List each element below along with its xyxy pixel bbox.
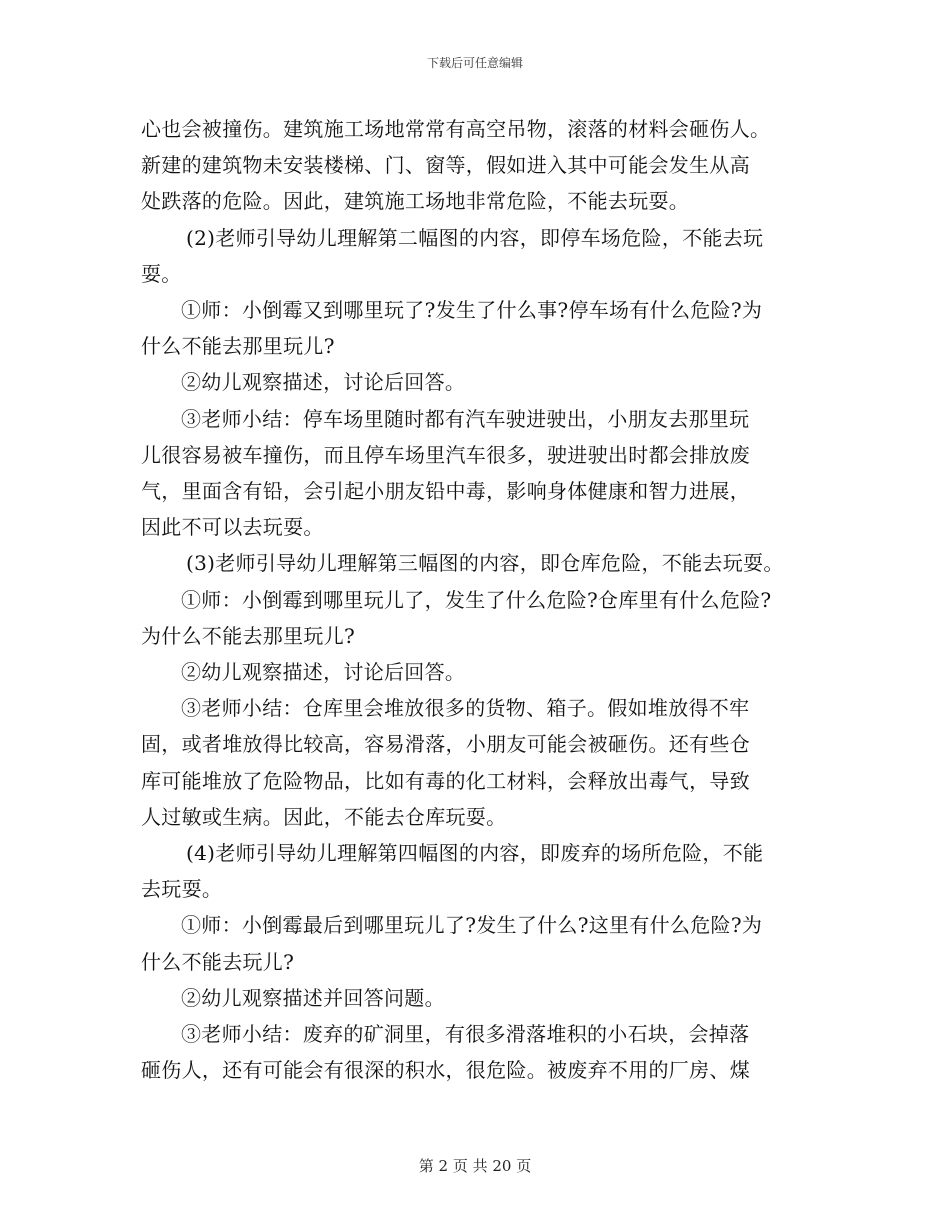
page-number-footer: 第 2 页 共 20 页 (418, 1157, 532, 1175)
paragraph-section-3-observe (141, 654, 831, 690)
paragraph-section-4-heading (141, 835, 831, 907)
paragraph-section-2-observe (141, 364, 831, 400)
text-line: 处跌落的危险。因此，建筑施工场地非常危险，不能去玩耍。 (141, 189, 690, 214)
text-line: 新建的建筑物未安装楼梯、门、窗等，假如进入其中可能会发生从高 (141, 153, 750, 178)
text-line: 因此不可以去玩耍。 (141, 515, 324, 540)
paragraph-section-2-heading (141, 220, 831, 292)
paragraph-section-3-heading (141, 545, 831, 581)
text-line: 砸伤人，还有可能会有很深的积水，很危险。被废弃不用的厂房、煤 (141, 1058, 750, 1083)
text-line: 心也会被撞伤。建筑施工场地常常有高空吊物，滚落的材料会砸伤人。 (141, 117, 771, 141)
paragraph-section-3-question (141, 582, 831, 654)
text-line: ②幼儿观察描述，讨论后回答。 (181, 660, 466, 685)
paragraph-section-3-summary (141, 690, 831, 835)
text-line: 去玩耍。 (141, 877, 223, 902)
paragraph-section-4-summary (141, 1016, 831, 1088)
page-header: 下载后可任意编辑 (426, 56, 523, 70)
paragraph-section-4-observe (141, 980, 831, 1016)
text-line: (4)老师引导幼儿理解第四幅图的内容，即废弃的场所危险，不能 (186, 841, 764, 866)
text-line: ①师：小倒霉最后到哪里玩儿了?发生了什么?这里有什么危险?为 (181, 913, 763, 938)
document-body (141, 111, 831, 1088)
text-line: ③老师小结：废弃的矿洞里，有很多滑落堆积的小石块，会掉落 (181, 1022, 750, 1047)
text-line: 人过敏或生病。因此，不能去仓库玩耍。 (141, 804, 507, 829)
text-line: 什么不能去玩儿? (141, 949, 295, 974)
paragraph-section-2-question (141, 292, 831, 364)
text-line: 为什么不能去那里玩儿? (141, 623, 356, 648)
text-line: 什么不能去那里玩儿? (141, 334, 335, 359)
paragraph-section-2-summary (141, 401, 831, 546)
text-line: (2)老师引导幼儿理解第二幅图的内容，即停车场危险，不能去玩 (186, 225, 764, 250)
text-line: 库可能堆放了危险物品，比如有毒的化工材料，会释放出毒气，导致 (141, 768, 750, 793)
paragraph-section-4-question (141, 907, 831, 979)
text-line: ①师：小倒霉又到哪里玩了?发生了什么事?停车场有什么危险?为 (181, 298, 763, 323)
text-line: 固，或者堆放得比较高，容易滑落，小朋友可能会被砸伤。还有些仓 (141, 732, 750, 757)
paragraph-construction-site-end (141, 111, 831, 220)
text-line: ①师：小倒霉到哪里玩儿了，发生了什么危险?仓库里有什么危险? (181, 587, 772, 612)
text-line: ③老师小结：仓库里会堆放很多的货物、箱子。假如堆放得不牢 (181, 696, 750, 721)
text-line: 儿很容易被车撞伤，而且停车场里汽车很多，驶进驶出时都会排放废 (141, 442, 750, 467)
text-line: 耍。 (141, 261, 182, 286)
text-line: (3)老师引导幼儿理解第三幅图的内容，即仓库危险，不能去玩耍。 (186, 551, 784, 576)
text-line: ②幼儿观察描述并回答问题。 (181, 985, 445, 1010)
text-line: ③老师小结：停车场里随时都有汽车驶进驶出，小朋友去那里玩 (181, 406, 750, 431)
text-line: ②幼儿观察描述，讨论后回答。 (181, 370, 466, 395)
text-line: 气，里面含有铅，会引起小朋友铅中毒，影响身体健康和智力进展， (141, 479, 750, 504)
